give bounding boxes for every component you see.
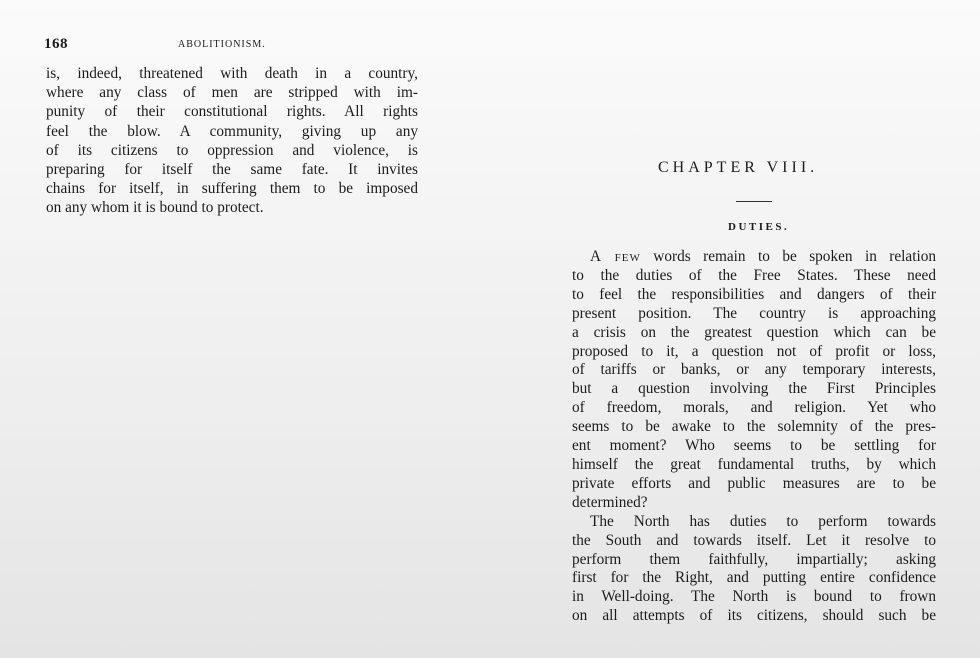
right-body-text xyxy=(572,248,936,626)
text-line: but a question involving the First Principles xyxy=(572,380,936,398)
text-line: the South and towards itself. Let it resolve to xyxy=(572,531,936,549)
page-number: 168 xyxy=(44,36,68,52)
text-line: feel the blow. A community, giving up any xyxy=(46,122,418,140)
text-line: of freedom, morals, and religion. Yet who xyxy=(572,399,936,417)
text-line: of tariffs or banks, or any temporary interests, xyxy=(572,361,936,379)
text-line: chains for itself, in suffering them to be imposed xyxy=(46,180,418,198)
running-head: ABOLITIONISM. xyxy=(178,39,266,50)
text-line: determined? xyxy=(572,493,648,511)
text-line xyxy=(572,248,936,267)
text-line: perform them faithfully, impartially; asking xyxy=(572,550,936,568)
text-line: in Well-doing. The North is bound to frown xyxy=(572,588,936,606)
text-line: punity of their constitutional rights. All rights xyxy=(46,103,418,121)
text-line: on all attempts of its citizens, should such be xyxy=(572,607,936,625)
left-body-text xyxy=(46,64,418,218)
text-line: seems to be awake to the solemnity of the pres- xyxy=(572,418,936,436)
text-line: of its citizens to oppression and violence, is xyxy=(46,141,418,159)
text-line: to the duties of the Free States. These need xyxy=(572,266,936,284)
text-line: private efforts and public measures are to be xyxy=(572,474,936,492)
text-line: ent moment? Who seems to be settling for xyxy=(572,437,936,455)
right-page xyxy=(470,0,980,658)
left-page xyxy=(0,0,470,658)
drop-words: A few xyxy=(590,248,641,265)
text-line: proposed to it, a question not of profit or loss, xyxy=(572,342,936,360)
text-line: himself the great fundamental truths, by which xyxy=(572,455,936,473)
section-title: DUTIES. xyxy=(728,221,790,233)
text-line: is, indeed, threatened with death in a country, xyxy=(46,65,418,82)
text-line: The North has duties to perform towards xyxy=(590,512,936,530)
text-line: present position. The country is approaching xyxy=(572,304,936,322)
text-line: to feel the responsibilities and dangers of their xyxy=(572,285,936,303)
text-line: where any class of men are stripped with im- xyxy=(46,84,418,102)
text-line: on any whom it is bound to protect. xyxy=(46,199,264,217)
line-rest: words remain to be spoken in relation xyxy=(653,248,937,265)
text-line: preparing for itself the same fate. It invites xyxy=(46,161,418,179)
chapter-rule xyxy=(736,201,772,202)
chapter-title: CHAPTER VIII. xyxy=(658,159,819,176)
text-line: first for the Right, and putting entire confidence xyxy=(572,569,936,587)
text-line: a crisis on the greatest question which can be xyxy=(572,323,936,341)
